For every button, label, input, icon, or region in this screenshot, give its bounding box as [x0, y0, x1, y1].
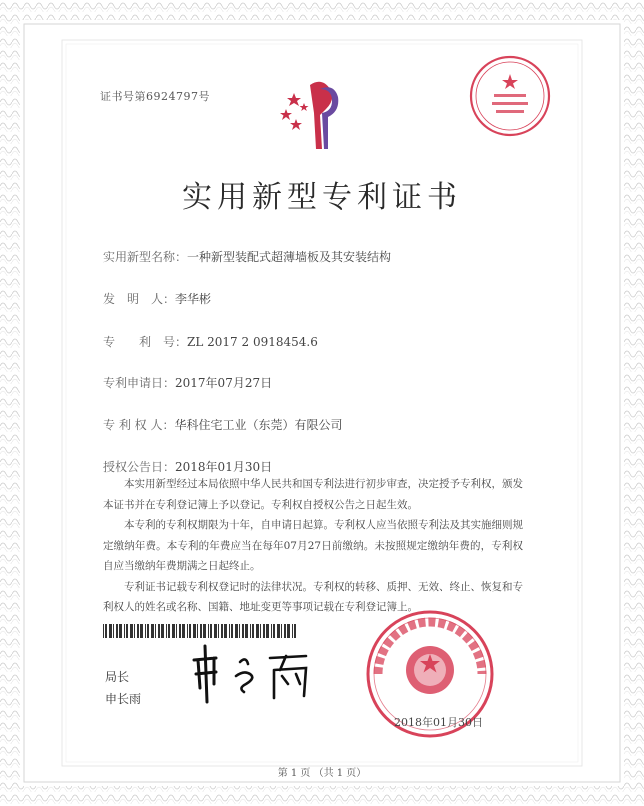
barcode-bar: [151, 624, 154, 638]
barcode-bar: [145, 624, 146, 638]
barcode-bar: [263, 624, 265, 638]
barcode-bar: [187, 624, 188, 638]
barcode-bar: [113, 624, 114, 638]
barcode-bar: [182, 624, 185, 638]
signature-icon: [186, 640, 336, 710]
barcode-bar: [266, 624, 269, 638]
patent-number-label: 专 利 号：: [103, 335, 188, 349]
certificate-number: 证书号第6924797号: [100, 90, 210, 103]
barcode-bar: [176, 624, 177, 638]
patent-number-value: ZL 2017 2 0918454.6: [187, 335, 318, 349]
barcode-bar: [197, 624, 198, 638]
barcode-bar: [292, 624, 293, 638]
director-title: 局长: [105, 670, 130, 684]
inventor-value: 李华彬: [175, 292, 212, 306]
barcode-bar: [245, 624, 248, 638]
inventor-field: [103, 290, 211, 307]
utility-model-name-label: 实用新型名称：: [103, 250, 188, 264]
barcode-bar: [281, 624, 282, 638]
barcode-bar: [287, 624, 290, 638]
seal-date: 2018年01月30日: [394, 716, 483, 729]
barcode-bar: [271, 624, 272, 638]
barcode-bar: [105, 624, 107, 638]
barcode-bar: [250, 624, 251, 638]
page-number: 第 1 页 （共 1 页）: [277, 768, 367, 779]
barcode-bar: [155, 624, 156, 638]
certificate-title: 实用新型专利证书: [182, 180, 462, 215]
barcode-bar: [239, 624, 240, 638]
utility-model-name-value: 一种新型装配式超薄墙板及其安装结构: [187, 250, 392, 264]
patentee-label: 专 利 权 人：: [103, 418, 175, 432]
barcode-bar: [119, 624, 122, 638]
barcode-bar: [277, 624, 280, 638]
certificate-body: [103, 474, 523, 618]
barcode-bar: [168, 624, 170, 638]
barcode-bar: [137, 624, 139, 638]
application-date-field: [103, 374, 272, 391]
barcode-bar: [134, 624, 135, 638]
barcode-bar: [252, 624, 254, 638]
barcode-bar: [116, 624, 118, 638]
barcode-bar: [126, 624, 128, 638]
barcode-bar: [218, 624, 219, 638]
barcode-bar: [221, 624, 223, 638]
barcode-bar: [172, 624, 175, 638]
barcode-bar: [179, 624, 181, 638]
barcode-bar: [158, 624, 160, 638]
barcode-bar: [203, 624, 206, 638]
barcode-bar: [210, 624, 212, 638]
barcode-bar: [235, 624, 238, 638]
barcode-bar: [193, 624, 196, 638]
barcode-bar: [284, 624, 286, 638]
patent-number-field: [103, 333, 318, 350]
barcode-bar: [231, 624, 233, 638]
body-paragraph: 本实用新型经过本局依照中华人民共和国专利法进行初步审查，决定授予专利权，颁发本证书并在专利登记簿上予以登记。专利权自授权公告之日起生效。: [103, 478, 523, 511]
barcode-bar: [256, 624, 259, 638]
barcode-bar: [200, 624, 202, 638]
barcode-bar: [260, 624, 261, 638]
barcode-bar: [140, 624, 143, 638]
barcode-bar: [166, 624, 167, 638]
barcode-bar: [242, 624, 244, 638]
barcode: [103, 624, 299, 638]
cnipa-logo-icon: [270, 75, 370, 155]
body-paragraph: 专利证书记载专利权登记时的法律状况。专利权的转移、质押、无效、终止、恢复和专利权人的姓名或名称、国籍、地址变更等事项记载在专利登记簿上。: [103, 580, 523, 613]
barcode-bar: [229, 624, 230, 638]
barcode-bar: [294, 624, 296, 638]
application-date-label: 专利申请日：: [103, 376, 176, 390]
barcode-bar: [208, 624, 209, 638]
barcode-bar: [214, 624, 217, 638]
agency-seal-icon: [468, 54, 552, 138]
barcode-bar: [147, 624, 149, 638]
barcode-bar: [130, 624, 133, 638]
patentee-value: 华科住宅工业（东莞）有限公司: [174, 418, 343, 432]
application-date-value: 2017年07月27日: [175, 376, 273, 390]
announcement-date-value: 2018年01月30日: [175, 460, 273, 474]
announcement-date-field: [103, 458, 272, 475]
barcode-bar: [161, 624, 164, 638]
barcode-bar: [109, 624, 112, 638]
inventor-label: 发 明 人：: [103, 292, 176, 306]
barcode-bar: [103, 624, 104, 638]
utility-model-name-field: [103, 248, 391, 265]
body-paragraph: 本专利的专利权期限为十年，自申请日起算。专利权人应当依照专利法及其实施细则规定缴纳年费。本专利的年费应当在每年07月27日前缴纳。未按照规定缴纳年费的，专利权自应当缴纳年费期满之日起终止。: [103, 519, 523, 572]
barcode-bar: [189, 624, 191, 638]
barcode-bar: [124, 624, 125, 638]
barcode-bar: [224, 624, 227, 638]
director-name: 申长雨: [105, 692, 142, 706]
patentee-field: [103, 416, 342, 433]
barcode-bar: [273, 624, 275, 638]
announcement-date-label: 授权公告日：: [103, 460, 176, 474]
